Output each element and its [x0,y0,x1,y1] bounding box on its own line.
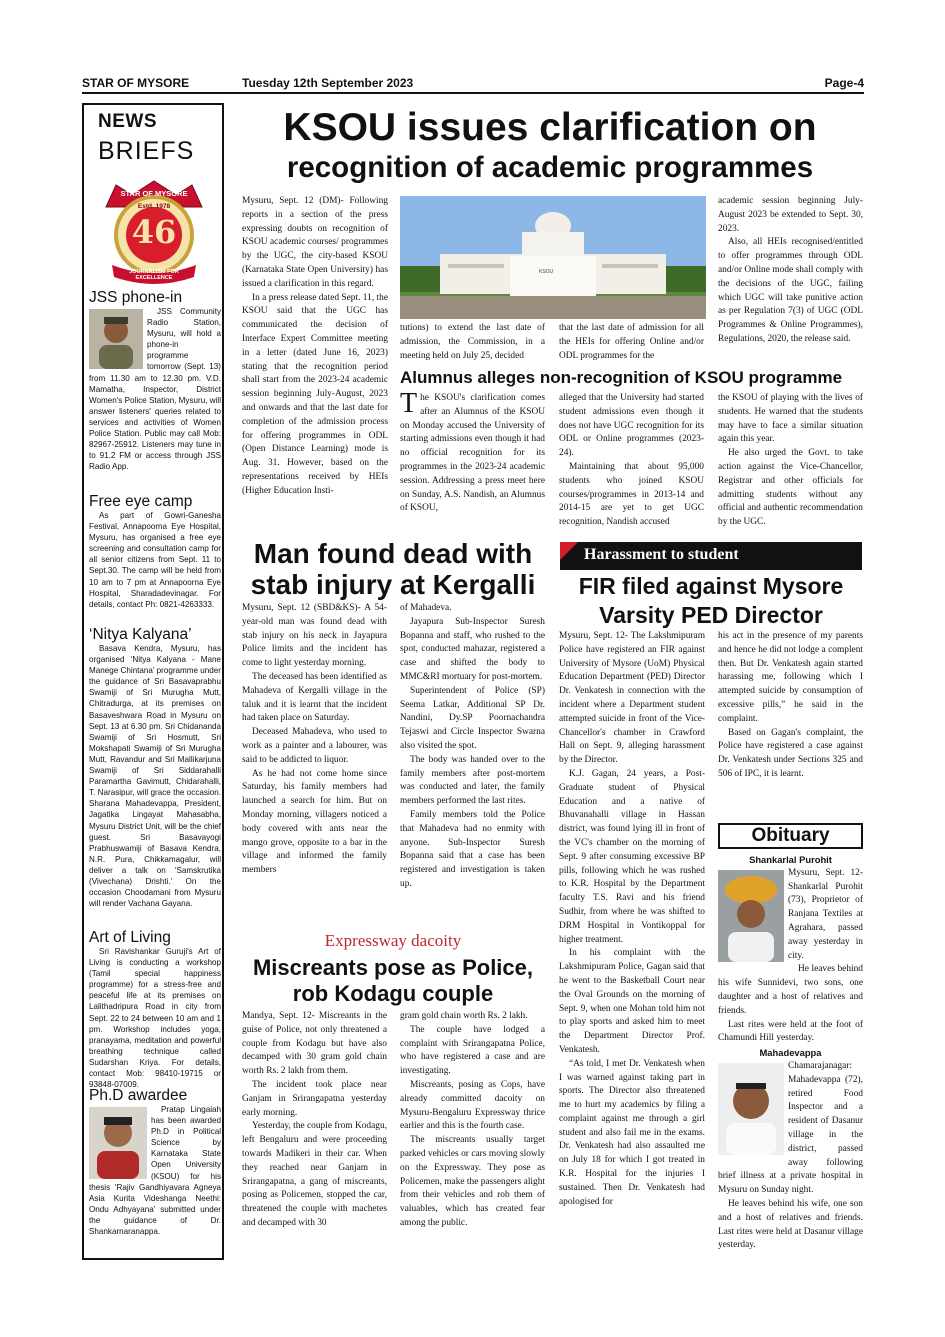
logo-number: 46 [131,213,177,251]
brief-jss-phone-in [89,285,221,472]
briefs-title-bottom: BRIEFS [98,137,195,165]
obituary-title: Obituary [718,823,863,849]
banner-flag-icon [560,542,578,570]
dacoity-kicker: Expressway dacoity [324,931,462,950]
ksou-column-4: academic session beginning July-August 2023 be extended to Sept. 30, 2023. Also, all HEIs recognised/entitled to offer programmes through ODL and/or Online mode shall comply with the decisions of the UGC, failing which UGC will take punitive action as per Regulation 7(3) of UGC (ODL Programmes & Online Programmes), Regulations, 2020, the release said. [718,196,863,344]
ksou-column-3: that the last date of admission for all the HEIs for offering Online and/or ODL programmes for the [559,323,704,361]
ksou-column-1: Mysuru, Sept. 12 (DM)- Following reports in a section of the press expressing doubts on recognition of KSOU academic courses/ programmes by the UGC, the city-based KSOU (Karnataka State Open University) has issued a clarification in this regard. In a press release dated Sept. 11, the KSOU said that the UGC has communicated the decision of Interface Expert Committee meeting in a letter (dated June 16, 2023) stating that the recognition period shall start from the 2023-24 academic session beginning July-August, 2023 and onwards and that the last date for completion of the admission process for offering programmes in ODL (Open Distance Learning) mode is Aug. 31. However, based on the representations received by HEIs (Higher Education Insti- [242,196,388,496]
brief-heading: Free eye camp [89,493,193,510]
ksou-column-2: tutions) to extend the last date of admission, the Commission, in a meeting held on July 25, decided [400,323,545,361]
ksou-building-photo [400,196,706,319]
obit-name-2: Mahadevappa [759,1047,822,1059]
obit-photo-2 [718,1063,784,1155]
brief-body: Pratap Lingaiah has been awarded Ph.D in Political Science by Karnataka State Open University (KSOU) for his thesis ‘Rajiv Gandhiyavara Agneya Asia Kurita Videshanga Neethi: Ondu Adhyayana’ submitted under the guidance of Dr. Shankarnaranappa. [89,1105,221,1237]
fir-column-2: his act in the presence of my parents and hence he did not lodge a complent then. But Dr. Venkatesh again started harassing me, following which I attempted suicide by consumption of excessive pills,” he said in the complaint. Based on Gagan's complaint, the Police have registered a case against Dr. Venkatesh under Sections 325 and 506 of IPC, it is learnt. [718,631,863,779]
alumnus-headline: Alumnus alleges non-recognition of KSOU programme [400,368,843,387]
portrait-icon [718,1063,784,1155]
man-dead-headline: Man found dead with [253,538,533,569]
briefs-title-top: NEWS [98,111,157,132]
logo-paper-name: STAR OF MYSORE [120,189,188,198]
man-dead-column-2: of Mahadeva. Jayapura Sub-Inspector Suresh Bopanna and staff, who rushed to the spot, conducted mahazar, registered a case and shifted the body to MMC&RI mortuary for post-mortem. Superintendent of Police (SP) Seema Latkar, Additional SP Dr. Nandini, Dy.SP Poornachandra Tejaswi and Circle Inspector Swarna also visited the spot. The body was handed over to the family members after post-mortem was conducted and later, the family members performed the last rites. Family members told the Police that Mahadeva had no enmity with anyone. Sub-Inspector Suresh Bopanna said that a case has been registered and investigation is taken up. [400,603,545,889]
portrait-icon [89,309,143,369]
brief-heading: ‘Nitya Kalyana’ [89,626,192,643]
obit-photo-1 [718,870,784,962]
man-dead-subheadline: stab injury at Kergalli [250,569,536,600]
alumnus-column-3: the KSOU of playing with the lives of students. He warned that the students may have to face a similar situation again this year. He also urged the Govt. to take action against the Vice-Chancellor, Registrar and other officials for admitting students without any official and authentic recommendation by the UGC. [718,393,863,528]
page-number: Page-4 [824,76,864,90]
dacoity-subheadline: rob Kodagu couple [292,981,494,1006]
dacoity-column-1: Mandya, Sept. 12- Miscreants in the guise of Police, not only threatened a couple from Kodagu but have also decamped with 30 gram gold chain worth Rs. 2 lakh from them. The incident took place near Ganjam in Srirangapatna yesterday early morning. Yesterday, the couple from Kodagu, left Bengaluru and were proceeding towards Madikeri in their car. When they reached near Ganjam in Srirangapatna, a gang of miscreants, posing as Policemen, stopped the car, threatened the couple with machetes and decamped with 30 [242,1011,387,1228]
awardee-photo [89,1107,147,1179]
alumnus-column-2: alleged that the University had started student admissions even though it does not have UGC recognition for its ODL or Online programmes (2023-24). Maintaining that about 95,000 students who joined KSOU courses/programmes in 2013-14 and 2014-15 are yet to get UGC recognition, Nandish accused [559,393,704,528]
fir-column-1: Mysuru, Sept. 12- The Lakshmipuram Police have registered an FIR against University of Mysore (UoM) Physical Education Department (PED) Director Dr. Venkatesh in connection with the incident where a Department student attempted suicide in front of the Vice-Chancellor's chamber in Crawford Hall on Sept. 9, alleging harassment by the Director. K.J. Gagan, 24 years, a Post-Graduate student of Physical Education and a native of Bhuvanahalli village in Hassan district, was found lying ill in front of the VC's chamber on the morning of Sept. 9 after consuming excessive BP pills, following which he was rushed to K.R. Hospital by the Department faculty T.S. Ravi and his friend Sudhir, from where he was shifted to DRM Hospital in Vontikoppal for higher treatment. In his complaint with the Lakshmipuram Police, Gagan said that he went to the Basketball Court near the Oval Grounds on the morning of Sept. 9, when one Mohan told him not to play sports and asked him to meet the Department Director Prof. Venkatesh. “As told, I met Dr. Venkatesh when I was warned against taking part in sports. The Director also threatened me to hurt my academics by filing a complaint against me through a girl student and also fail me in the exams. Dr. Venkatesh had also assaulted me on July 18 for which I got treated in K.R. Hospital for the injuries I sustained. Then Dr. Venkatesh had apologised for [559,631,705,1207]
ksou-headline: KSOU issues clarification on [283,106,817,149]
brief-heading: Ph.D awardee [89,1087,188,1104]
brief-body: Basava Kendra, Mysuru, has organised ‘Nitya Kalyana - Mane Manege Chintana’ programme under the guidance of Sri Basavaprabhu Swamiji of Sri Murugha Mutt, Chitradurga, at its premises on Basaveshwara Road in Mysuru on Sept. 13 at 6.30 pm. Sri Chidananda Swamiji of Sri Hosmutt, Sri Mokshapati Swamiji of Sri Murugha Mutt, Ravandur and Sri Mallikarjuna Swamiji of Sri Siddarahalli Paramartha Gavimutt, Chidarahalli, T. Narasipur, will grace the occasion. Sharana Mahadevappa, President, Jagatika Lingayat Mahasabha, Mysuru District Unit, will be the chief guest. Sri Basavayogi Prabhuswamiji of Basava Kendra, N.R. Pura, Chikkamagalur, will deliver a talk on ‘Samskrutika (Vivechana) Drishti.’ On the occasion Choodamani from Mysuru will render Vachana Gayana. [89,644,221,909]
building-illustration [400,196,706,319]
man-dead-column-1: Mysuru, Sept. 12 (SBD&KS)- A 54-year-old man was found dead with stab injury on his neck in Jayapura Police limits and the incident has come to light yesterday morning. The deceased has been identified as Mahadeva of Kergalli village in the taluk and it is learnt that the incident had taken place on Saturday. Deceased Mahadeva, who used to work as a painter and a labourer, was said to be addicted to liquor. As he had not come home since Saturday, his family members had launched a search for him. But on Monday morning, villagers noticed a body covered with ants near the mango grove, opposite to a bar in the village and informed the family members [242,603,387,876]
ksou-subheadline: recognition of academic programmes [286,151,814,184]
logo-motto: JOURNALISM FOR EXCELLENCE [129,269,179,281]
building-sign: KSOU [539,269,554,275]
banner-text: Harassment to student [584,546,739,563]
brief-body: JSS Community Radio Station, Mysuru, will hold a phone-in programme tomorrow (Sept. 13) from 11.30 am to 12.30 pm. V.D. Mamatha, Inspector, District Women's Police Station, Mysuru, will answer listeners' queries related to services and activities of Women Police Station. Public may call Mob: 82967-25912. Listeners may tune in to 91.2 FM or access through JSS Radio App. [89,307,221,472]
paper-name: STAR OF MYSORE [82,76,190,90]
dacoity-headline: Miscreants pose as Police, [252,955,534,980]
obituary-body: Shankarlal Purohit Mysuru, Sept. 12- Shankarlal Purohit (73), Proprietor of Ranjana Textiles at Agrahara, passed away yesterday in city. He leaves behind his wife Sunnidevi, two sons, one daughter and a host of relatives and friends. Last rites were held at the foot of Chamundi Hill yesterday. Mahadevappa Chamarajanagar: Mahadevappa (72), retired Food Inspector and a resident of Dasanur village in the district, passed away following brief illness at a private hospital in Mysuru on Sunday night. He leaves behind his wife, one son and a host of relatives and friends. Last rites were held at Dasanur village yesterday. [718,854,863,1251]
brief-free-eye-camp [89,489,221,610]
brief-body: Sri Ravishankar Guruji's Art of Living is conducting a workshop (Tamil special happiness programme) for a stress-free and peaceful life at its premises on Lalithadripura Road in city from Sept. 22 to 24 between 10 am and 1 pm. Workshop includes yoga, pranayama, meditation and powerful breathing technique called Sudarshan Kriya. For details, contact Mob: 98410-19715 or 93848-07009. [89,947,221,1090]
fir-headline: FIR filed against Mysore [578,573,844,599]
brief-phd-awardee [89,1083,221,1237]
inspector-photo [89,309,143,369]
fir-subheadline: Varsity PED Director [599,602,823,628]
portrait-icon [718,870,784,962]
logo-since: Estd. 1978 [137,203,171,210]
obit-name-1: Shankarlal Purohit [749,854,832,865]
anniversary-logo [102,177,206,285]
brief-body: As part of Gowri-Ganesha Festival, Annapoorna Eye Hospital, Mysuru, has organised a free eye screening and consultation camp for all senior citizens from Sept. 11 to Sept.30. The camp will be held from 10 am to 7 pm at Annapoorna Eye Hospital, Sharadadevinagar. For details, contact Ph: 0821-4263333. [89,511,221,609]
brief-nitya-kalyana [89,622,221,909]
dacoity-column-2: gram gold chain worth Rs. 2 lakh. The couple have lodged a complaint with Srirangapatna Police, who have registered a case and are investigating. Miscreants, posing as Cops, have already committed dacoity on Mysuru-Bengaluru Expressway thrice earlier and this is the fourth case. The miscreants usually target parked vehicles or cars moving slowly on the Expressway. They pose as Policemen, make the passengers alight from their vehicles and rob them of valuables, which has created fear among the public. [400,1011,546,1228]
harassment-banner [560,542,862,570]
drop-cap: T [400,388,418,419]
masthead [82,74,864,94]
issue-date: Tuesday 12th September 2023 [242,76,414,90]
news-briefs-sidebar [82,103,224,1260]
brief-art-of-living [89,925,221,1090]
brief-heading: JSS phone-in [89,289,183,306]
alumnus-column-1: The KSOU's clarification comes after an Alumnus of the KSOU on Monday accused the University of starting admissions even though it had no official recognition for its programmes in the 2023-24 academic session. Addressing a press meet here on Sunday, A.S. Nandish, an Alumnus of KSOU, [400,388,545,514]
portrait-icon [89,1107,147,1179]
brief-heading: Art of Living [89,929,171,946]
